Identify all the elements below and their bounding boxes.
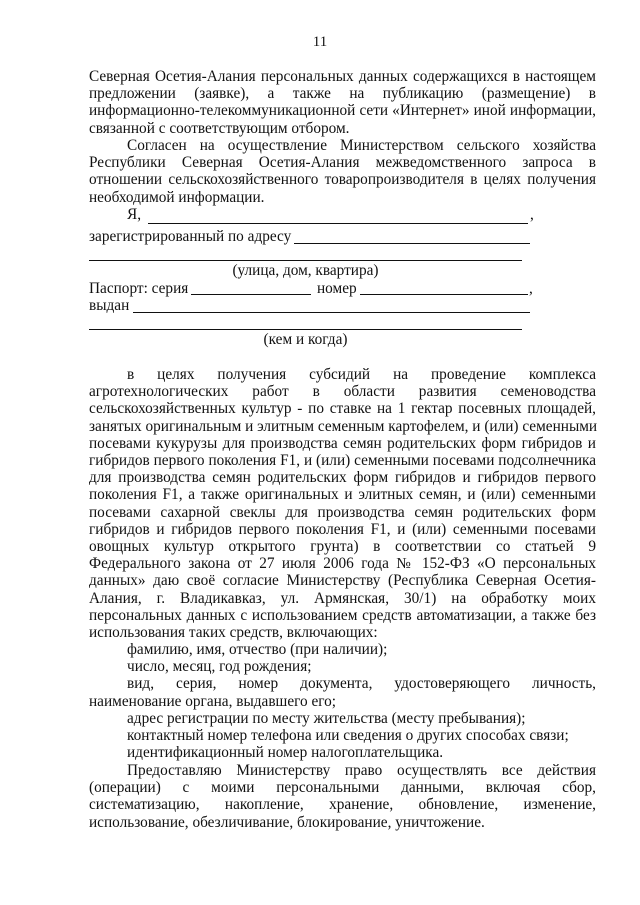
text-line: овощных культур открытого грунта) в соответствии со статьей 9 [89, 538, 596, 556]
passport-number-field[interactable] [360, 294, 528, 295]
text-line: гибридов и гибридов первого поколения F1, и (или) семенными посевами [89, 520, 596, 538]
list-item: адрес регистрации по месту жительства (месту пребывания); [127, 709, 526, 727]
text-line: агротехнологических работ в области развития семеноводства [89, 383, 596, 401]
text-line: посевами кукурузы для производства семян родительских форм гибридов и [89, 434, 596, 452]
text-line: систематизацию, накопление, хранение, обновление, изменение, [89, 796, 596, 814]
name-label: Я, [127, 206, 142, 223]
address-caption: (улица, дом, квартира) [232, 262, 379, 279]
text-line: использования таких средств, включающих: [89, 624, 378, 642]
passport-number-comma: , [529, 280, 533, 297]
text-line: информационно-телекоммуникационной сети «Интернет» иной информации, [89, 102, 596, 120]
text-line: Северная Осетия-Алания персональных данных содержащихся в настоящем [89, 68, 596, 85]
paragraph-interagency-request [89, 137, 596, 206]
text-line: (операции) с моими персональными данными, включая сбор, [89, 779, 596, 797]
list-item: число, месяц, год рождения; [127, 658, 312, 676]
list-item: вид, серия, номер документа, удостоверяющего личность, [127, 675, 596, 693]
paragraph-consent-publication [89, 68, 596, 137]
text-line: использование, обезличивание, блокирование, уничтожение. [89, 813, 485, 831]
personal-data-list [89, 641, 596, 761]
registered-address-field[interactable] [294, 243, 530, 244]
text-line: Алания, г. Владикавказ, ул. Армянская, 30/1) на обработку моих [89, 589, 596, 607]
address-line-field[interactable] [89, 260, 522, 261]
text-line: отношении сельскохозяйственного товаропроизводителя в целях получения [89, 171, 596, 189]
text-line: гибридов первого поколения F1, и (или) семенными посевами подсолнечника [89, 452, 596, 470]
text-line: для производства семян родительских форм гибридов и гибридов первого [89, 469, 596, 487]
text-line: поколения F1, а также оригинальных и элитных семян, и (или) семенными [89, 486, 596, 504]
text-line: данных» даю своё согласие Министерству (Республика Северная Осетия- [89, 572, 596, 590]
name-comma: , [530, 206, 534, 223]
text-line: сельскохозяйственных культур - по ставке на 1 гектар посевных площадей, [89, 400, 596, 418]
name-field[interactable] [148, 223, 528, 224]
list-item: наименование органа, выдавшего его; [89, 692, 337, 710]
text-line: в целях получения субсидий на проведение комплекса [127, 366, 596, 383]
paragraph-rights [89, 762, 596, 831]
issued-by-line-field[interactable] [89, 329, 522, 330]
passport-series-label: Паспорт: серия [89, 280, 189, 297]
passport-series-field[interactable] [191, 294, 311, 295]
text-line: связанной с соответствующим отбором. [89, 119, 350, 137]
text-line: персональных данных с использованием средств автоматизации, а также без [89, 606, 596, 624]
paragraph-consent-processing [89, 366, 596, 641]
text-line: необходимой информации. [89, 188, 265, 206]
text-line: Федерального закона от 27 июля 2006 года № 152-ФЗ «О персональных [89, 555, 596, 573]
text-line: предложении (заявке), а также на публикацию (размещение) в [89, 85, 596, 103]
list-item: идентификационный номер налогоплательщика. [127, 744, 444, 762]
list-item: контактный номер телефона или сведения о других способах связи; [127, 727, 569, 745]
issued-by-field[interactable] [133, 312, 530, 313]
list-item: фамилию, имя, отчество (при наличии); [127, 641, 388, 658]
issued-by-caption: (кем и когда) [263, 331, 348, 348]
registered-address-label: зарегистрированный по адресу [89, 228, 292, 245]
page-number: 11 [312, 34, 328, 50]
text-line: Согласен на осуществление Министерством сельского хозяйства [127, 137, 596, 154]
issued-by-label: выдан [89, 297, 130, 314]
text-line: Предоставляю Министерству право осуществлять все действия [127, 762, 596, 779]
passport-number-label: номер [317, 280, 357, 297]
text-line: Республики Северная Осетия-Алания межведомственного запроса в [89, 154, 596, 172]
text-line: посевами сахарной свеклы для производства семян родительских форм [89, 503, 596, 521]
text-line: занятых оригинальным и элитным семенным картофелем, и (или) семенными [89, 417, 598, 435]
